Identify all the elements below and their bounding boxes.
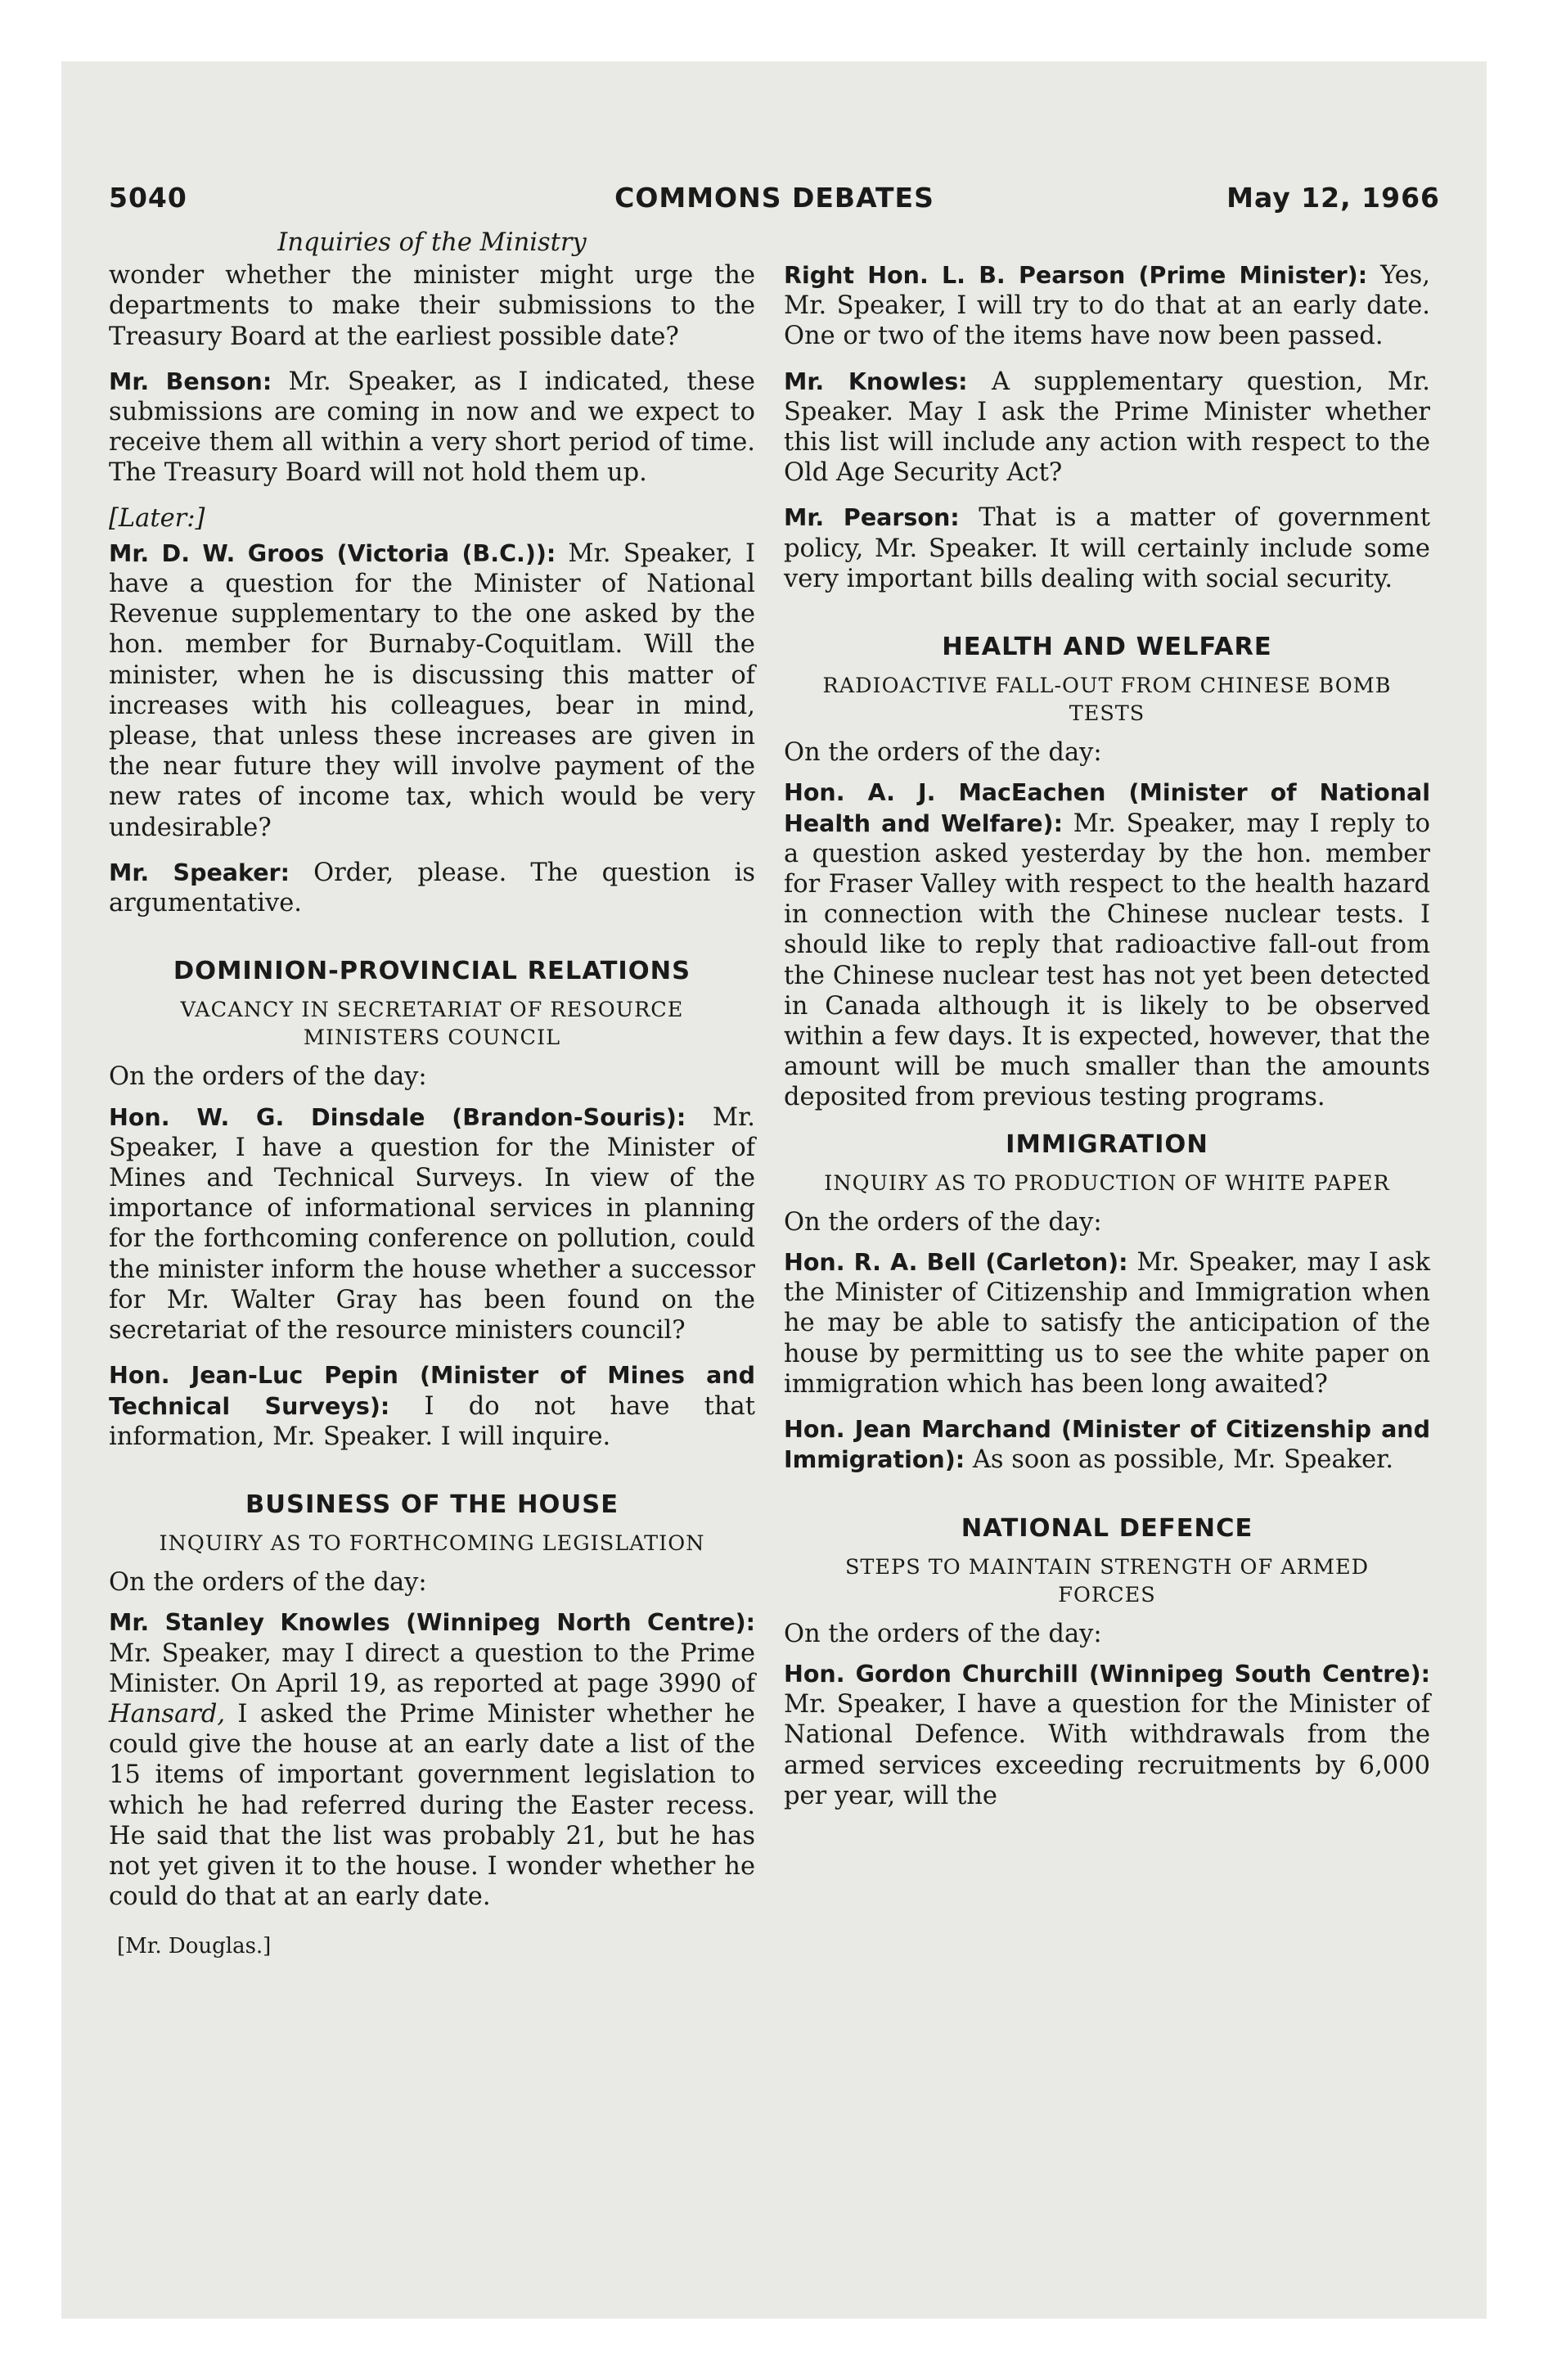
speaker-name: Hon. Gordon Churchill (Winnipeg South Centre): — [784, 1660, 1430, 1688]
publication-title: COMMONS DEBATES — [614, 182, 934, 214]
paragraph-text: wonder whether the minister might urge the departments to make their submissions to the Treasury Board at the earliest possible date? — [109, 261, 755, 351]
paragraph-text: Order, please. The question is argumentative. — [109, 858, 755, 918]
paragraph-text: Mr. Speaker, may I reply to a question asked yesterday by the hon. member for Fraser Valley with respect to the health hazard in connection with the Chinese nuclear tests. I should like to reply that radioactive fall-out from the Chinese nuclear test has not yet been detected in Canada although it is likely to be observed within a few days. It is expected, however, that the amount will be much smaller than the amounts deposited from previous testing programs. — [784, 809, 1430, 1112]
paragraph — [784, 1247, 1430, 1400]
section-heading: BUSINESS OF THE HOUSE — [245, 1490, 619, 1519]
speaker-name: Right Hon. L. B. Pearson (Prime Minister): — [784, 262, 1368, 289]
orders-of-day: On the orders of the day: — [109, 1568, 427, 1598]
section-subheading: INQUIRY AS TO PRODUCTION OF WHITE PAPER — [824, 1170, 1390, 1196]
paragraph-text: As soon as possible, Mr. Speaker. — [972, 1445, 1394, 1475]
section-subheading: RADIOACTIVE FALL-OUT FROM CHINESE BOMB TESTS — [822, 674, 1392, 727]
speaker-name: Hon. R. A. Bell (Carleton): — [784, 1249, 1128, 1277]
paragraph — [109, 1360, 755, 1452]
speaker-byline: [Mr. Douglas.] — [117, 1934, 272, 1959]
speaker-name: Mr. Knowles: — [784, 367, 968, 395]
speaker-name: Hon. Jean-Luc Pepin (Minister of Mines and Technical Surveys): — [109, 1362, 755, 1420]
paragraph — [109, 367, 755, 489]
paragraph-text: I asked the Prime Minister whether he could give the house at an early date a list of the 15 items of important government legislation to which he had referred during the Easter recess. He said that the list was probably 21, but he has not yet given it to the house. I wonder whether he could do that at an early date. — [109, 1699, 755, 1912]
page-number: 5040 — [109, 182, 187, 214]
paragraph — [784, 503, 1430, 594]
paragraph-text: I do not have that information, Mr. Speaker. I will inquire. — [109, 1391, 755, 1451]
orders-of-day: On the orders of the day: — [784, 1207, 1102, 1237]
section-heading: NATIONAL DEFENCE — [961, 1513, 1253, 1543]
issue-date: May 12, 1966 — [1226, 182, 1440, 214]
hansard-italic: Hansard, — [109, 1699, 226, 1729]
speaker-name: Mr. Speaker: — [109, 859, 290, 886]
paragraph — [784, 367, 1430, 489]
section-subheading: STEPS TO MAINTAIN STRENGTH OF ARMED FORCES — [844, 1554, 1370, 1607]
later-note: [Later:] — [109, 503, 205, 533]
running-head: Inquiries of the Ministry — [277, 228, 587, 257]
section-heading: HEALTH AND WELFARE — [942, 633, 1272, 662]
speaker-name: Hon. Jean Marchand (Minister of Citizenship and Immigration): — [784, 1416, 1430, 1474]
paragraph — [784, 1659, 1430, 1811]
paragraph — [784, 778, 1430, 1112]
section-heading: DOMINION-PROVINCIAL RELATIONS — [173, 957, 691, 986]
paragraph-text: That is a matter of government policy, Mr. Speaker. It will certainly include some very important bills dealing with social security. — [784, 503, 1430, 593]
paragraph-text: Mr. Speaker, may I direct a question to the Prime Minister. On April 19, as reported at page 3990 of — [109, 1639, 755, 1698]
paragraph — [109, 503, 755, 534]
paragraph-text: Mr. Speaker, I have a question for the Minister of Mines and Technical Surveys. In view of the importance of informational services in planning for the forthcoming conference on pollution, could the minister inform the house whether a successor for Mr. Walter Gray has been found on the secretariat of the resource ministers council? — [109, 1102, 755, 1346]
paragraph-text: Mr. Speaker, may I ask the Minister of Citizenship and Immigration when he may be able to satisfy the anticipation of the house by permitting us to see the white paper on immigration which has been long awaited? — [784, 1248, 1430, 1399]
right-column — [784, 260, 1430, 1826]
page-header — [109, 182, 1440, 221]
orders-of-day: On the orders of the day: — [109, 1062, 427, 1092]
paragraph-text: Mr. Speaker, I have a question for the Minister of National Revenue supplementary to the one asked by the hon. member for Burnaby-Coquitlam. Will the minister, when he is discussing this matter of increases with his colleagues, bear in mind, please, that unless these increases are given in the near future they will involve payment of the new rates of income tax, which would be very undesirable? — [109, 539, 755, 842]
paragraph — [109, 858, 755, 918]
speaker-name: Mr. Stanley Knowles (Winnipeg North Centre): — [109, 1609, 755, 1637]
orders-of-day: On the orders of the day: — [784, 738, 1102, 768]
section-heading: IMMIGRATION — [1006, 1129, 1208, 1159]
paragraph — [109, 1607, 755, 1912]
paragraph-text: Mr. Speaker, I have a question for the Minister of National Defence. With withdrawals from the armed services exceeding recruitments by 6,000 per year, will the — [784, 1690, 1430, 1810]
paragraph-text: Mr. Speaker, as I indicated, these submissions are coming in now and we expect to receive them all within a very short period of time. The Treasury Board will not hold them up. — [109, 367, 755, 488]
paragraph — [784, 260, 1430, 352]
section-subheading: VACANCY IN SECRETARIAT OF RESOURCE MINISTERS COUNCIL — [180, 998, 684, 1051]
speaker-name: Mr. D. W. Groos (Victoria (B.C.)): — [109, 539, 556, 567]
speaker-name: Mr. Benson: — [109, 367, 272, 395]
left-column — [109, 228, 755, 1963]
speaker-name: Hon. A. J. MacEachen (Minister of National Health and Welfare): — [784, 779, 1430, 837]
speaker-name: Mr. Pearson: — [784, 504, 960, 532]
paragraph — [109, 539, 755, 843]
orders-of-day: On the orders of the day: — [784, 1619, 1102, 1648]
paragraph — [109, 260, 755, 352]
paragraph — [109, 1102, 755, 1346]
paragraph-text: Yes, Mr. Speaker, I will try to do that at an early date. One or two of the items have now been passed. — [784, 261, 1430, 351]
paragraph-text: A supplementary question, Mr. Speaker. May I ask the Prime Minister whether this list will include any action with respect to the Old Age Security Act? — [784, 367, 1430, 488]
section-subheading: INQUIRY AS TO FORTHCOMING LEGISLATION — [159, 1531, 705, 1557]
paragraph — [784, 1414, 1430, 1475]
speaker-name: Hon. W. G. Dinsdale (Brandon-Souris): — [109, 1103, 686, 1131]
